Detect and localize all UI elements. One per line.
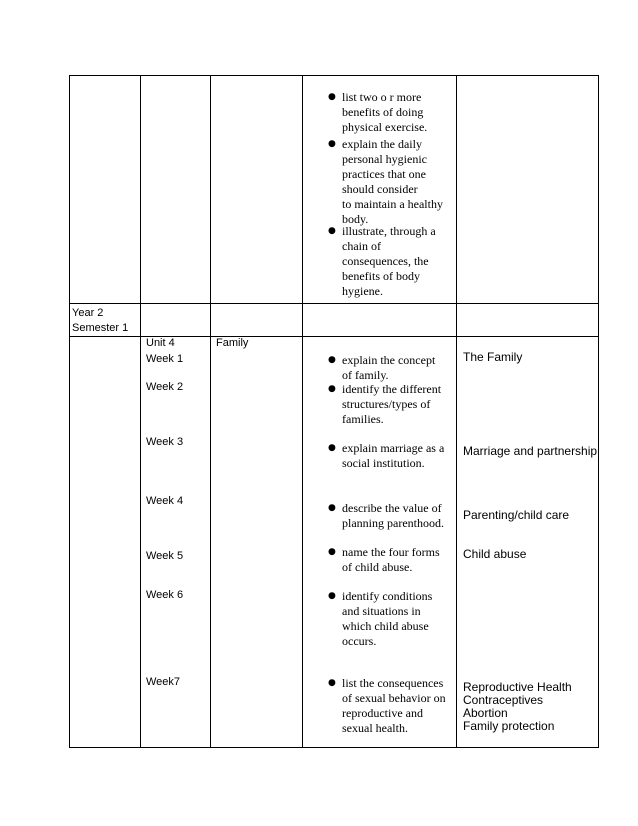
objective-line: benefits of body — [342, 269, 420, 283]
week-label: Week 3 — [146, 436, 184, 448]
objective-line: list two o r more — [342, 90, 422, 104]
objective-line: social institution. — [342, 456, 425, 470]
objective-line: list the consequences — [342, 676, 444, 690]
topic-line: Reproductive Health — [463, 680, 572, 694]
year-label: Year 2 — [72, 307, 104, 319]
bullet-icon: ● — [328, 384, 336, 394]
objective-line: hygiene. — [342, 284, 383, 298]
objective-line: structures/types of — [342, 397, 431, 411]
table-border-right — [598, 75, 599, 748]
topic-line: Family protection — [463, 719, 555, 733]
objective-line: explain marriage as a — [342, 441, 445, 455]
bullet-icon: ● — [328, 92, 336, 102]
objective-line: explain the daily — [342, 137, 422, 151]
objective-line: explain the concept — [342, 353, 436, 367]
objective-line: and situations in — [342, 604, 421, 618]
objective-line: personal hygienic — [342, 152, 427, 166]
column-divider — [69, 75, 70, 748]
bullet-icon: ● — [328, 443, 336, 453]
column-divider — [210, 75, 211, 748]
week-label: Week 6 — [146, 589, 184, 601]
topic-line: Abortion — [463, 706, 508, 720]
objective-line: consequences, the — [342, 254, 429, 268]
objective-line: sexual health. — [342, 721, 408, 735]
week-label: Week 4 — [146, 495, 184, 507]
bullet-icon: ● — [328, 678, 336, 688]
objective-line: name the four forms — [342, 545, 440, 559]
objective-line: describe the value of — [342, 501, 442, 515]
objective-line: chain of — [342, 239, 381, 253]
week-label: Week 5 — [146, 550, 184, 562]
unit-label: Unit 4 — [146, 337, 175, 349]
week-label: Week 1 — [146, 353, 184, 365]
bullet-icon: ● — [328, 139, 336, 149]
objective-line: planning parenthood. — [342, 516, 444, 530]
bullet-icon: ● — [328, 591, 336, 601]
objective-line: to maintain a healthy — [342, 197, 443, 211]
objective-line: body. — [342, 212, 369, 226]
row-divider — [69, 303, 599, 304]
week-label: Week7 — [146, 676, 181, 688]
objective-line: identify conditions — [342, 589, 433, 603]
week-label: Week 2 — [146, 381, 184, 393]
objective-line: illustrate, through a — [342, 224, 436, 238]
objective-line: should consider — [342, 182, 418, 196]
bullet-icon: ● — [328, 355, 336, 365]
topic-label: Child abuse — [463, 547, 527, 561]
objective-line: which child abuse — [342, 619, 429, 633]
bullet-icon: ● — [328, 226, 336, 236]
column-divider — [302, 75, 303, 748]
topic-line: Contraceptives — [463, 693, 544, 707]
topic-list — [463, 681, 572, 733]
topic-label: Parenting/child care — [463, 508, 570, 522]
semester-label: Semester 1 — [72, 322, 129, 334]
objective-line: benefits of doing — [342, 105, 424, 119]
column-divider — [140, 75, 141, 748]
topic-label: Marriage and partnership — [463, 444, 598, 458]
unit-title: Family — [216, 337, 249, 349]
objective-line: of family. — [342, 368, 389, 382]
objective-line: physical exercise. — [342, 120, 428, 134]
objective-line: occurs. — [342, 634, 377, 648]
objective-line: practices that one — [342, 167, 426, 181]
column-divider — [456, 75, 457, 748]
topic-label: The Family — [463, 350, 523, 364]
objective-line: families. — [342, 412, 384, 426]
objective-line: identify the different — [342, 382, 442, 396]
table-border-bottom — [69, 747, 599, 748]
objective-line: of child abuse. — [342, 560, 413, 574]
bullet-icon: ● — [328, 547, 336, 557]
objective-line: of sexual behavior on — [342, 691, 446, 705]
table-border-top — [69, 75, 599, 76]
bullet-icon: ● — [328, 503, 336, 513]
objective-line: reproductive and — [342, 706, 423, 720]
